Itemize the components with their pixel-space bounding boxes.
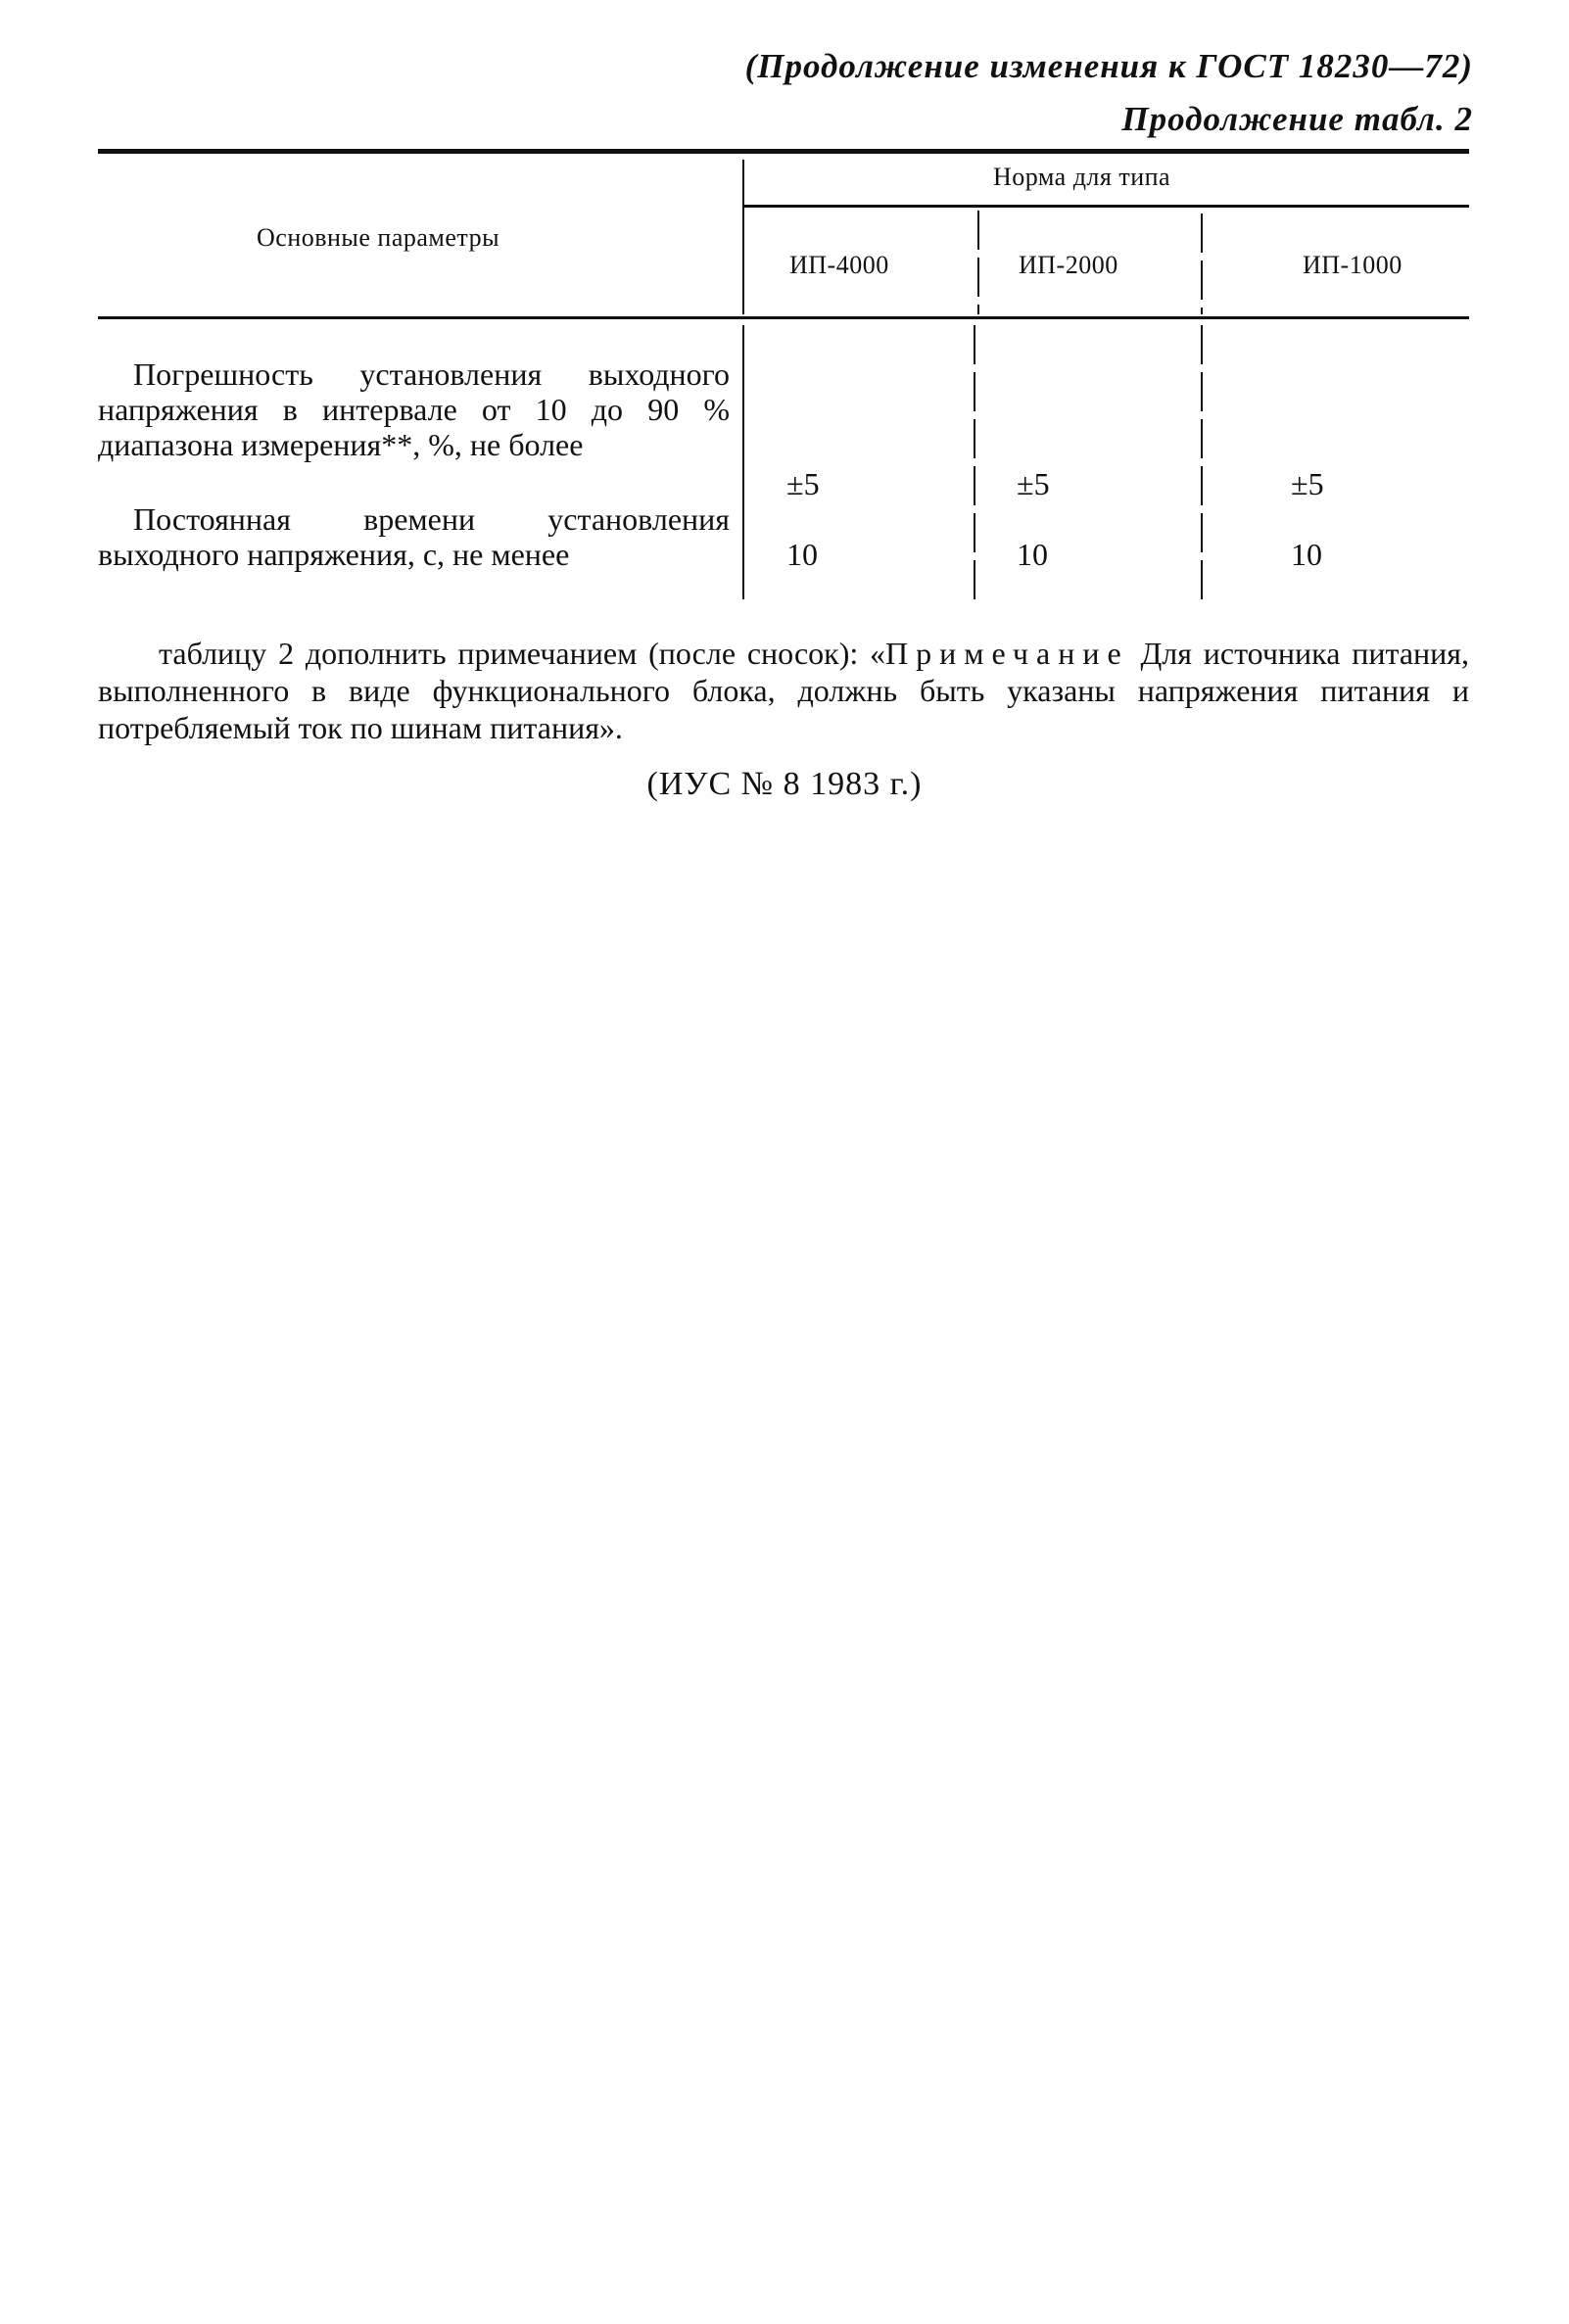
column-divider — [742, 160, 744, 314]
table-cell-value: ±5 — [786, 466, 820, 501]
header-bottom-rule — [98, 316, 1469, 319]
column-divider — [974, 325, 975, 599]
source-reference: (ИУС № 8 1983 г.) — [646, 766, 923, 802]
column-divider — [1201, 325, 1203, 599]
type-header-ip1000: ИП-1000 — [1303, 251, 1403, 279]
table-caption: Продолжение табл. 2 — [1121, 100, 1473, 138]
type-header-ip2000: ИП-2000 — [1019, 251, 1118, 279]
parameter-text: Погрешность установления выходного напряжения в интервале от 10 до 90 % диапазона измерения**, %, не более — [98, 356, 730, 462]
amendment-note — [98, 635, 1469, 746]
table-cell-value: ±5 — [1017, 466, 1050, 501]
group-header: Норма для типа — [993, 163, 1171, 191]
column-divider — [977, 211, 979, 314]
table-row-parameter — [98, 501, 730, 572]
running-head: (Продолжение изменения к ГОСТ 18230—72) — [744, 47, 1473, 85]
column-divider — [1201, 213, 1203, 314]
note-text: таблицу 2 дополнить примечанием (после сносок): « — [159, 636, 886, 671]
group-header-rule — [744, 205, 1469, 208]
note-text: Для источника питания, выполненного в виде функционального блока, должнь быть указаны напряжения питания и потребляемый ток по шинам питания». — [98, 636, 1469, 745]
table-cell-value: ±5 — [1291, 466, 1324, 501]
table-cell-value: 10 — [1291, 537, 1322, 572]
table-cell-value: 10 — [786, 537, 818, 572]
column-divider — [742, 325, 744, 599]
param-column-header: Основные параметры — [257, 223, 500, 252]
type-header-ip4000: ИП-4000 — [789, 251, 889, 279]
table-top-rule — [98, 149, 1469, 154]
parameter-text: Постоянная времени установления выходного напряжения, с, не менее — [98, 501, 730, 572]
note-label: Примечание — [885, 636, 1129, 671]
table-cell-value: 10 — [1017, 537, 1048, 572]
table-row-parameter — [98, 356, 730, 462]
